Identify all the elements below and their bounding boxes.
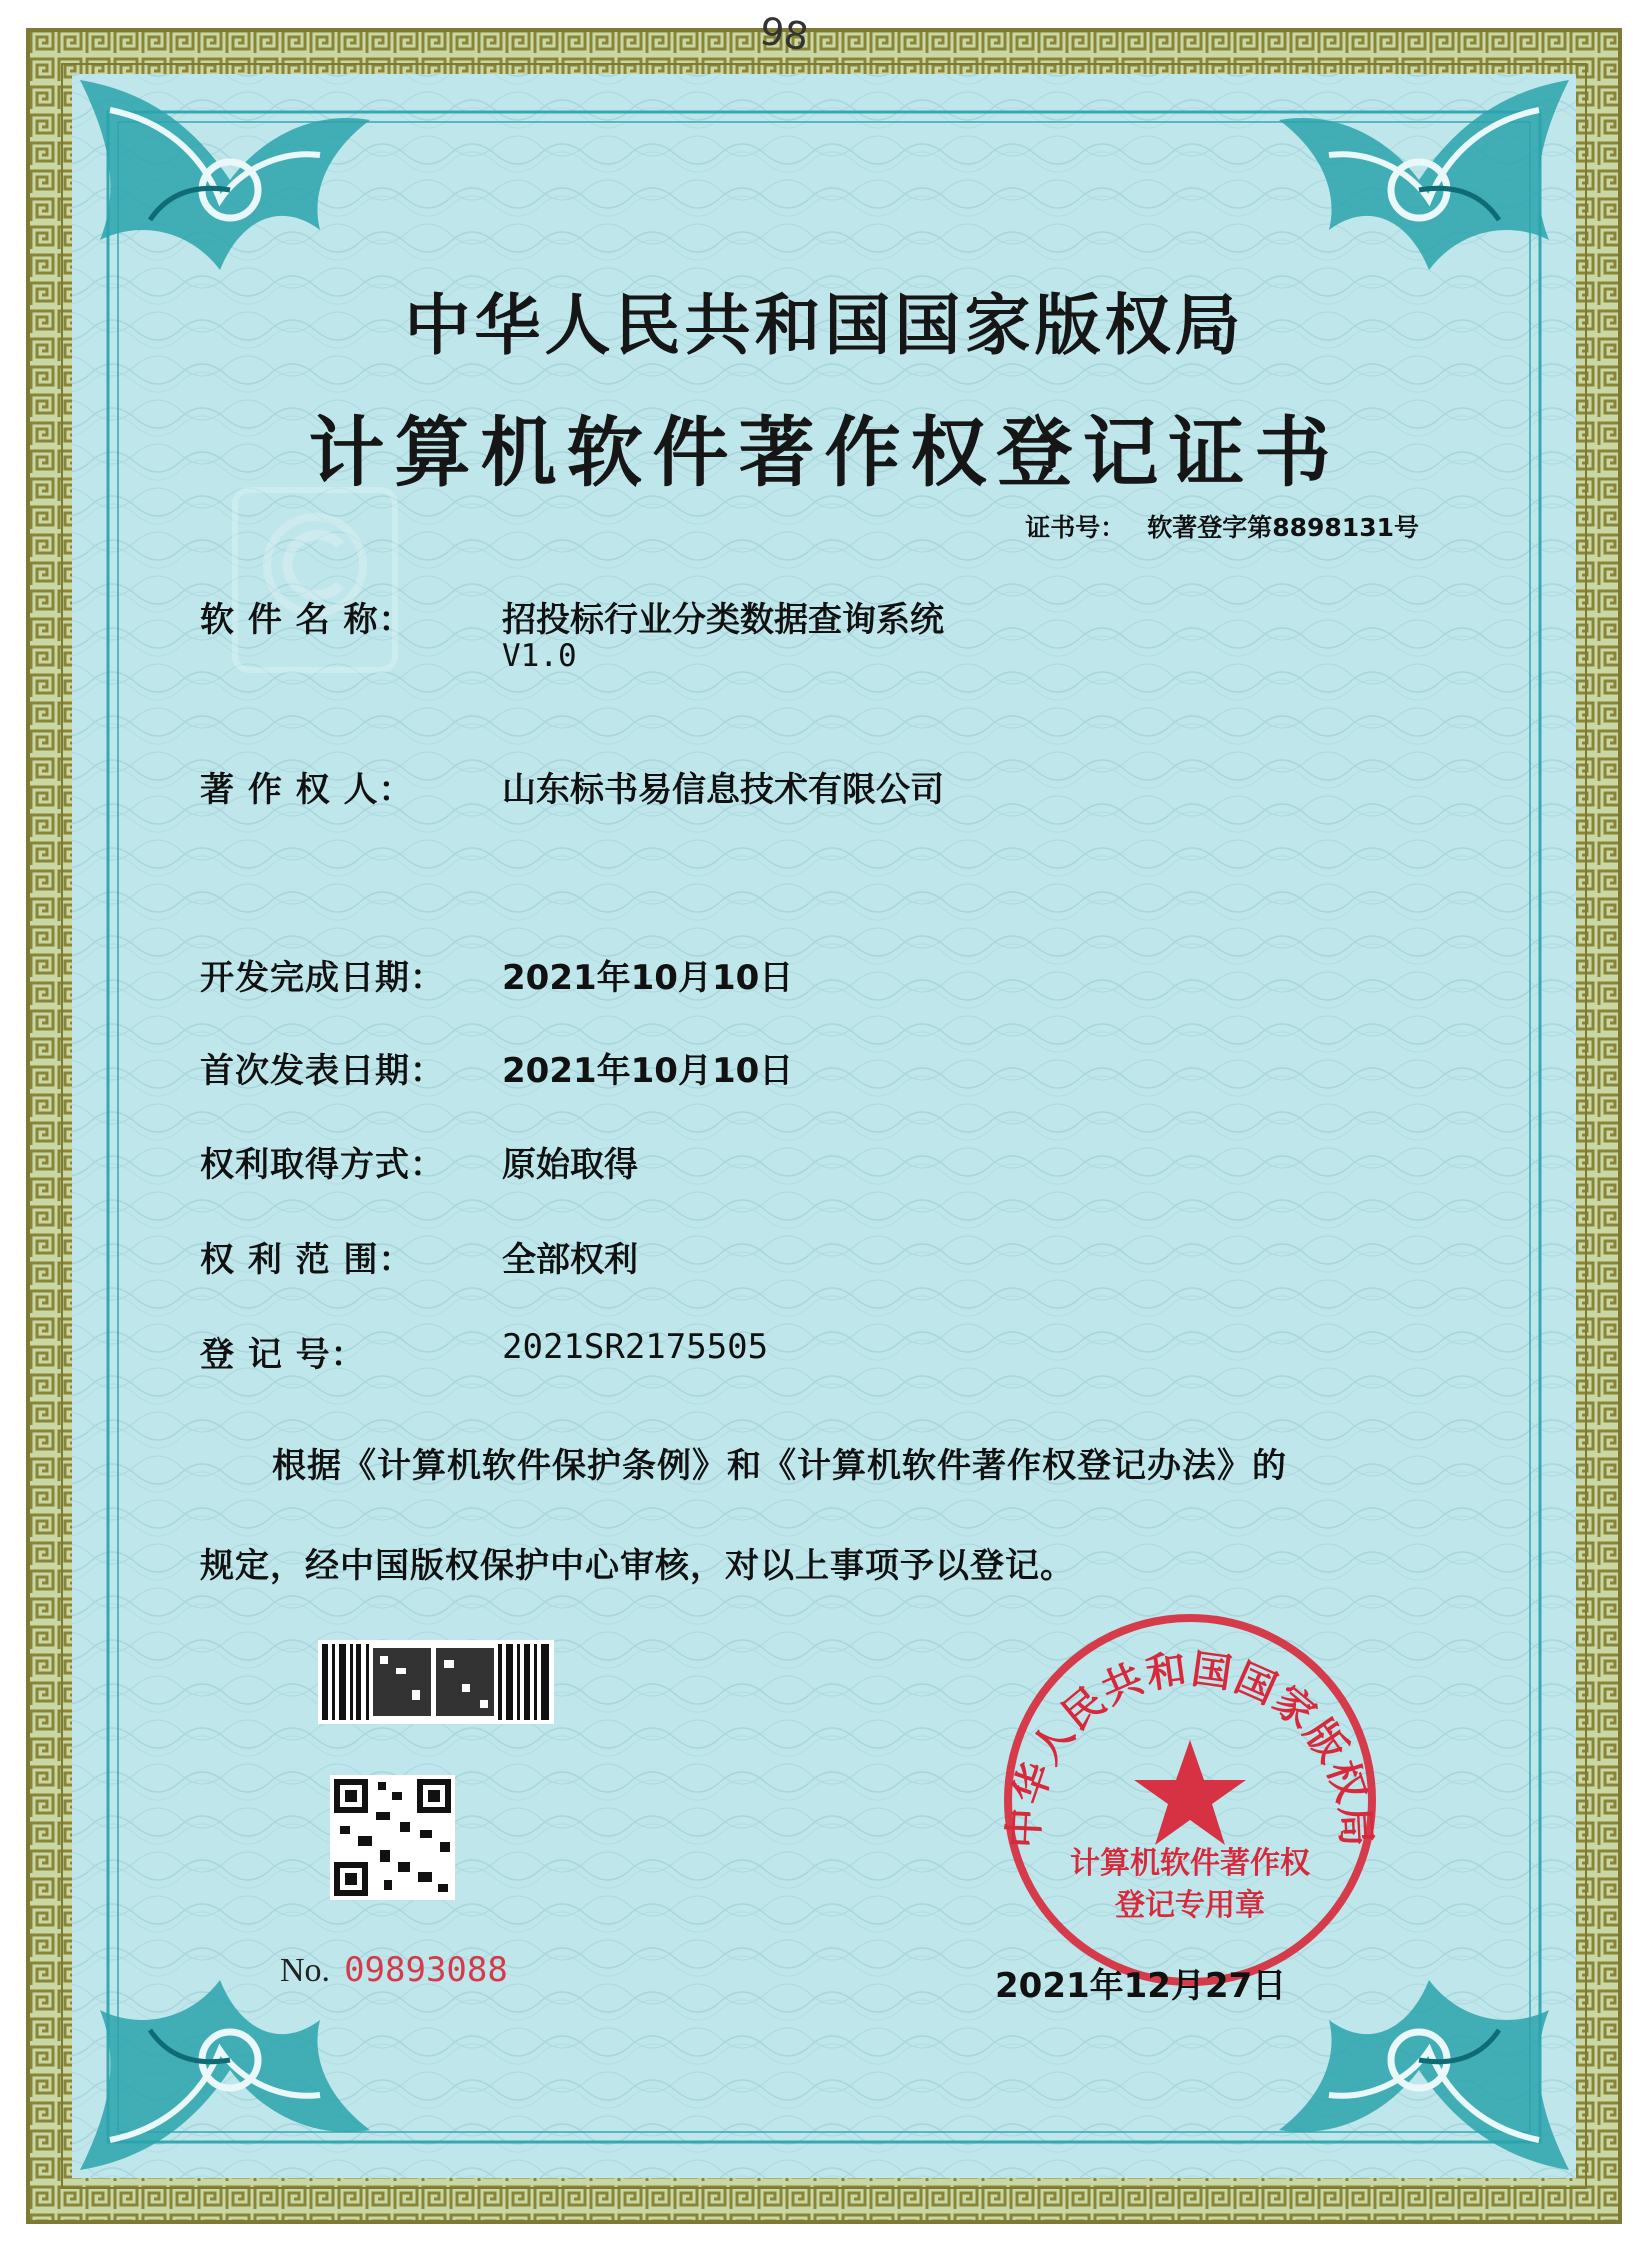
field-value: 原始取得 (502, 1145, 638, 1185)
certificate-title: 计算机软件著作权登记证书 (308, 408, 1341, 497)
field-value: 2021年10月10日 (502, 958, 794, 998)
certificate-number (1025, 508, 1419, 544)
serial-number (280, 1950, 508, 1990)
serial-prefix: No. (280, 1952, 331, 1989)
certificate-number-value: 软著登字第8898131号 (1147, 513, 1419, 542)
certificate-number-label: 证书号： (1025, 513, 1126, 542)
field-label: 权 利 范 围： (200, 1240, 414, 1280)
field-value: 全部权利 (502, 1240, 638, 1280)
issue-date: 2021年12月27日 (995, 1966, 1287, 2006)
field-label: 著 作 权 人： (200, 770, 414, 810)
field-value: 2021年10月10日 (502, 1051, 794, 1091)
handwritten-note: 98 (757, 8, 812, 60)
seal-line-1: 计算机软件著作权 (1070, 1846, 1310, 1881)
field-value: 山东标书易信息技术有限公司 (502, 770, 944, 810)
serial-value: 09893088 (344, 1950, 508, 1990)
field-value: 招投标行业分类数据查询系统 (502, 600, 944, 640)
field-label: 首次发表日期： (200, 1051, 445, 1091)
seal-line-2: 登记专用章 (1115, 1888, 1265, 1923)
field-label: 权利取得方式： (200, 1145, 445, 1185)
software-version: V1.0 (502, 638, 577, 674)
statement-line-1: 根据《计算机软件保护条例》和《计算机软件著作权登记办法》的 (272, 1446, 1287, 1486)
qr-code (330, 1775, 455, 1900)
field-label: 软 件 名 称： (200, 600, 414, 640)
seal-ring-text: 中华人民共和国国家版权局 (1001, 1646, 1379, 1850)
field-label: 开发完成日期： (200, 958, 445, 998)
field-value: 2021SR2175505 (502, 1327, 769, 1367)
statement-line-2: 规定，经中国版权保护中心审核，对以上事项予以登记。 (200, 1546, 1075, 1586)
issuer-title: 中华人民共和国国家版权局 (404, 287, 1245, 364)
barcode (318, 1640, 554, 1724)
field-label: 登 记 号： (200, 1335, 366, 1375)
